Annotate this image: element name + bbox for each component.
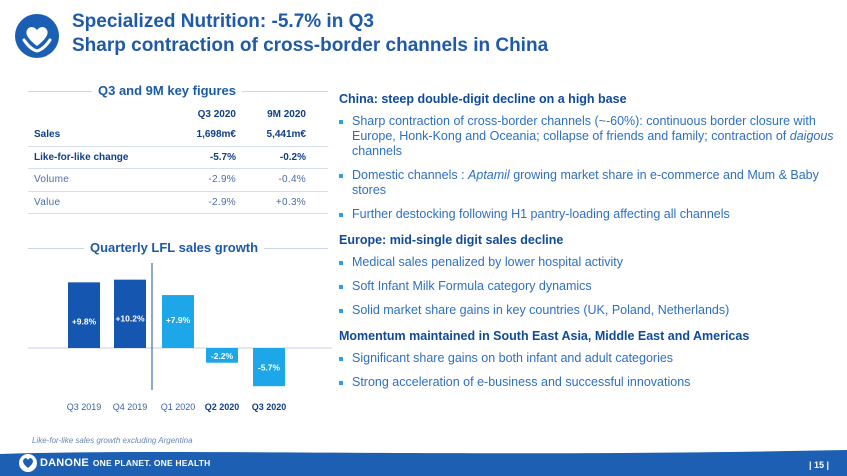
footnote: Like-for-like sales growth excluding Argentina (32, 436, 193, 445)
bullet-item (339, 375, 834, 390)
bullet-item (339, 168, 834, 198)
column-header-9m: 9M 2020 (267, 109, 306, 120)
page-number: | 15 | (808, 460, 829, 470)
page-title (72, 10, 548, 58)
bar-value-label: +9.8% (71, 316, 97, 327)
bullet-text: Sharp contraction of cross-border channels (~-60%): continuous border closure with Europe, Honk-Kong and Oceania; collapse of friends and family; contraction of (352, 114, 816, 143)
bullet-text: Domestic channels : (352, 168, 469, 182)
table-row-volume (28, 169, 328, 192)
bar-q3-2019 (68, 282, 100, 348)
cell-9m: 5,441m€ (266, 129, 306, 140)
category-tick-label: Q4 2019 (112, 402, 148, 412)
bullet-item (339, 351, 834, 366)
cell-9m: -0.2% (279, 151, 306, 163)
brand-mark (40, 457, 210, 469)
cell-q3: -2.9% (208, 174, 236, 185)
bullet-item (339, 303, 834, 318)
table-row-sales (28, 124, 328, 147)
key-figures-title: Q3 and 9M key figures (92, 83, 242, 98)
bullet-text: Soft Infant Milk Formula category dynamics (352, 279, 592, 293)
cell-q3: -2.9% (208, 196, 236, 208)
bullet-item (339, 255, 834, 270)
bullet-text: Strong acceleration of e-business and successful innovations (352, 375, 691, 389)
category-tick-label: Q3 2020 (251, 402, 287, 412)
bullet-text: Significant share gains on both infant and adult categories (352, 351, 674, 365)
bullet-text: growing market share in e-commerce and Mum & Baby stores (352, 168, 819, 197)
bar-value-label: -5.7% (257, 362, 281, 373)
bullet-text: daigous (789, 129, 834, 143)
heart-hands-icon (14, 13, 60, 59)
bar-value-label: -2.2% (210, 350, 234, 361)
section-heading: China: steep double-digit decline on a high base (339, 92, 627, 106)
chart-title: Quarterly LFL sales growth (84, 240, 264, 255)
category-tick-label: Q1 2020 (160, 402, 196, 412)
table-row-lfl (28, 147, 328, 170)
table-row-value (28, 192, 328, 215)
row-label: Volume (34, 174, 70, 185)
category-tick-label: Q2 2020 (204, 402, 240, 412)
cell-9m: +0.3% (275, 196, 306, 208)
cell-q3: 1,698m€ (196, 129, 236, 140)
section-heading: Momentum maintained in South East Asia, Middle East and Americas (339, 329, 750, 343)
category-tick-label: Q3 2019 (66, 402, 102, 412)
row-label: Sales (34, 129, 61, 140)
column-header-q3: Q3 2020 (197, 109, 236, 120)
title-line-2: Sharp contraction of cross-border channels in China (72, 35, 549, 56)
bullet-text: Medical sales penalized by lower hospital activity (352, 255, 623, 269)
row-label: Like-for-like change (34, 151, 129, 163)
row-label: Value (34, 196, 61, 208)
brand-tagline: ONE PLANET. ONE HEALTH (92, 458, 211, 468)
lfl-bar-chart (28, 258, 332, 418)
commentary-column (339, 92, 834, 399)
cell-9m: -0.4% (278, 174, 306, 185)
key-figures-table (28, 104, 328, 214)
bar-value-label: +10.2% (115, 313, 145, 324)
bullet-item (339, 279, 834, 294)
bullet-text: Aptamil (468, 168, 510, 182)
bullet-item (339, 114, 834, 159)
bullet-text: channels (352, 144, 403, 158)
bullet-item (339, 207, 834, 222)
brand-name: DANONE (40, 457, 89, 469)
bullet-text: Solid market share gains in key countries (UK, Poland, Netherlands) (352, 303, 730, 317)
danone-logo-icon (18, 453, 38, 473)
section-heading: Europe: mid-single digit sales decline (339, 233, 564, 247)
bar-value-label: +7.9% (165, 315, 191, 326)
cell-q3: -5.7% (209, 151, 236, 163)
title-line-1: Specialized Nutrition: -5.7% in Q3 (72, 11, 374, 32)
table-header-row (28, 104, 328, 124)
bullet-text: Further destocking following H1 pantry-loading affecting all channels (352, 207, 730, 221)
